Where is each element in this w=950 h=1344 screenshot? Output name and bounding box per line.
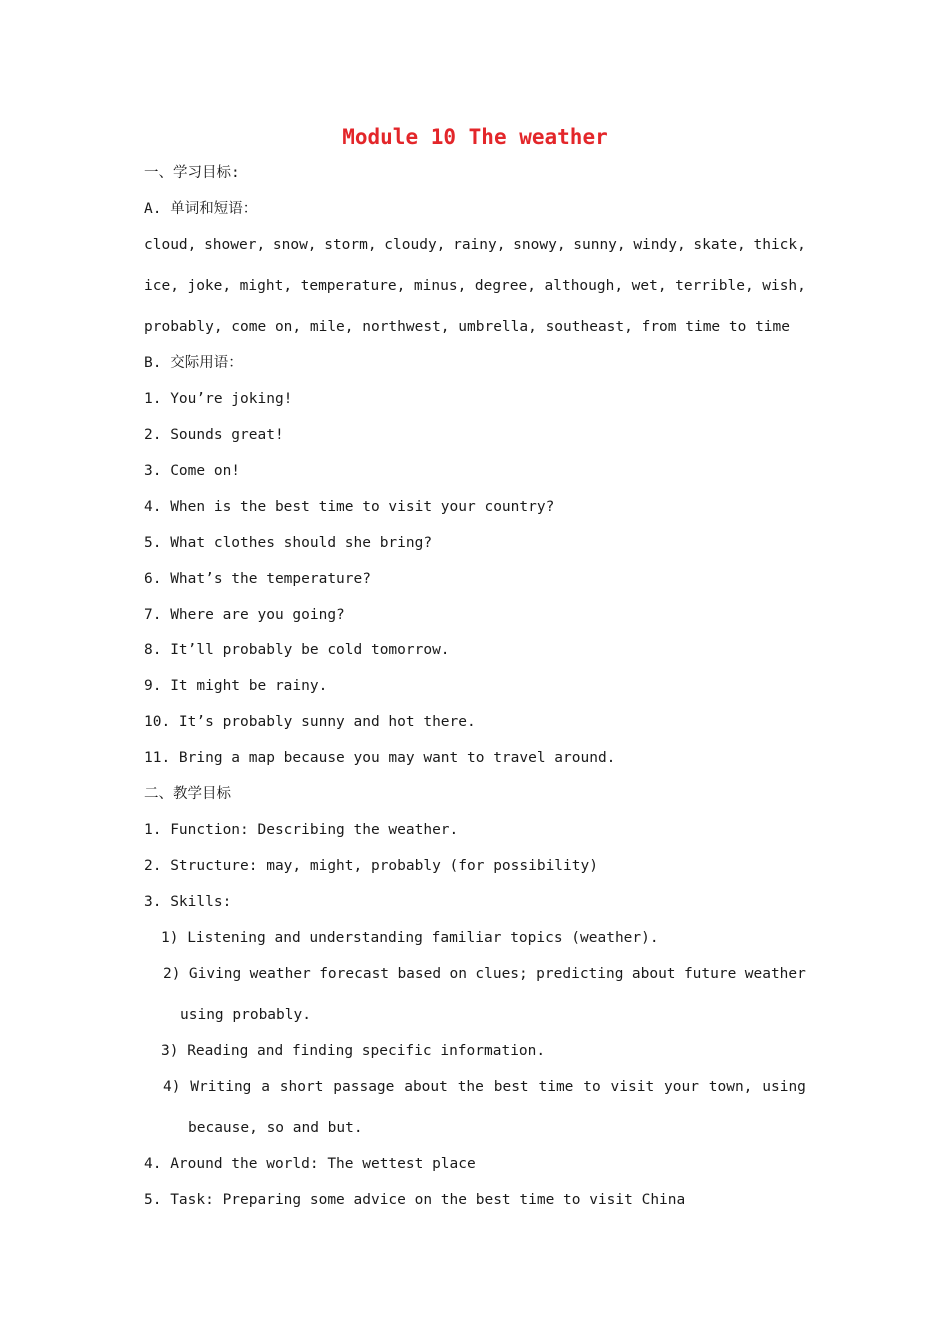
skill-word: Writing xyxy=(190,1079,252,1095)
skill-word: weather xyxy=(744,966,806,982)
skill-word: using xyxy=(762,1079,806,1095)
page-title: Module 10 The weather xyxy=(342,125,608,149)
phrase-item: 9. It might be rainy. xyxy=(144,678,328,694)
vocab-word: thick, xyxy=(753,237,806,253)
vocab-word: sunny, xyxy=(573,237,626,253)
phrase-item: 7. Where are you going? xyxy=(144,607,345,623)
vocab-line-1 xyxy=(144,235,806,255)
skill-word: time xyxy=(538,1079,574,1095)
vocab-word: windy, xyxy=(633,237,686,253)
vocab-word: rainy, xyxy=(453,237,506,253)
phrase-item: 8. It’ll probably be cold tomorrow. xyxy=(144,642,450,658)
skill-item-line-2: using probably. xyxy=(180,1007,311,1023)
skill-word: short xyxy=(279,1079,324,1095)
phrase-item: 2. Sounds great! xyxy=(144,427,284,443)
skill-word: best xyxy=(493,1079,529,1095)
section-heading-goals: 一、学习目标: xyxy=(144,165,240,181)
skill-word: weather xyxy=(249,966,311,982)
phrase-item: 10. It’s probably sunny and hot there. xyxy=(144,714,476,730)
skill-word: Giving xyxy=(188,966,242,982)
vocab-word: terrible, xyxy=(675,278,754,294)
teaching-item: 2. Structure: may, might, probably (for possibility) xyxy=(144,858,598,874)
vocab-line-3: probably, come on, mile, northwest, umbrella, southeast, from time to time xyxy=(144,319,791,335)
skill-word: about xyxy=(631,966,676,982)
teaching-item: 1. Function: Describing the weather. xyxy=(144,822,459,838)
skill-word: about xyxy=(404,1079,448,1095)
skill-word: based xyxy=(397,966,442,982)
skill-word: 2) xyxy=(163,966,181,982)
vocab-word: wet, xyxy=(631,278,667,294)
vocab-word: joke, xyxy=(187,278,232,294)
vocab-word: might, xyxy=(239,278,293,294)
skill-word: on xyxy=(449,966,467,982)
teaching-item: 3. Skills: xyxy=(144,894,232,910)
skill-item-line-1 xyxy=(163,1077,806,1097)
skill-word: to xyxy=(583,1079,601,1095)
vocab-word: cloud, xyxy=(144,237,197,253)
skill-word: the xyxy=(457,1079,484,1095)
vocab-word: cloudy, xyxy=(384,237,446,253)
skill-word: future xyxy=(683,966,737,982)
phrase-item: 6. What’s the temperature? xyxy=(144,571,371,587)
vocab-word: snowy, xyxy=(513,237,566,253)
phrase-item: 4. When is the best time to visit your country? xyxy=(144,499,555,515)
skill-word: town, xyxy=(708,1079,753,1095)
vocab-word: shower, xyxy=(204,237,266,253)
skill-item: 3) Reading and finding specific information. xyxy=(161,1043,546,1059)
teaching-item: 5. Task: Preparing some advice on the best time to visit China xyxy=(144,1192,686,1208)
vocab-word: storm, xyxy=(324,237,377,253)
teaching-item: 4. Around the world: The wettest place xyxy=(144,1156,476,1172)
vocab-word: temperature, xyxy=(300,278,406,294)
vocab-word: snow, xyxy=(272,237,317,253)
vocab-word: although, xyxy=(544,278,624,294)
vocab-word: skate, xyxy=(693,237,746,253)
skill-word: clues; xyxy=(475,966,528,982)
skill-item-line-2: because, so and but. xyxy=(188,1120,363,1136)
vocab-word: wish, xyxy=(762,278,806,294)
vocab-word: degree, xyxy=(474,278,536,294)
skill-item-line-1 xyxy=(163,964,806,984)
skill-word: passage xyxy=(333,1079,395,1095)
phrase-item: 11. Bring a map because you may want to travel around. xyxy=(144,750,616,766)
skill-word: forecast xyxy=(319,966,390,982)
phrases-heading: B. 交际用语： xyxy=(144,355,243,371)
vocab-word: ice, xyxy=(144,278,179,294)
phrase-item: 3. Come on! xyxy=(144,463,241,479)
skill-word: visit xyxy=(610,1079,655,1095)
vocab-heading: A. 单词和短语： xyxy=(144,201,258,217)
vocab-line-2 xyxy=(144,276,806,296)
skill-word: predicting xyxy=(536,966,624,982)
skill-word: 4) xyxy=(163,1079,181,1095)
section-heading-teaching: 二、教学目标 xyxy=(144,786,231,802)
phrase-item: 1. You’re joking! xyxy=(144,391,293,407)
vocab-word: minus, xyxy=(413,278,467,294)
phrase-item: 5. What clothes should she bring? xyxy=(144,535,433,551)
skill-word: a xyxy=(261,1079,270,1095)
skill-item: 1) Listening and understanding familiar topics (weather). xyxy=(161,930,659,946)
skill-word: your xyxy=(664,1079,699,1095)
